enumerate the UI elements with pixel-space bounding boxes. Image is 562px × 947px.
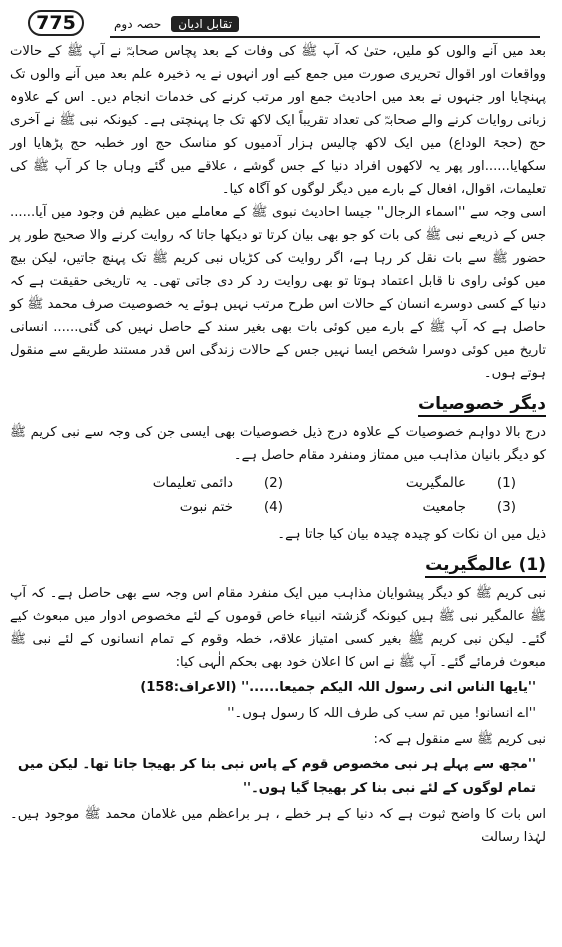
quote-translation: ''اے انسانو! میں تم سب کی طرف اللہ کا رسول ہوں۔'': [227, 706, 536, 721]
list-item: (2) دائمی تعلیمات: [152, 475, 283, 491]
section-heading-other-features: دیگر خصوصیات: [10, 391, 546, 417]
quran-quote: ''یایھا الناس انی رسول اللہ الیکم جمیعا......'' (الاعراف:158): [140, 680, 536, 695]
part-label: حصہ دوم: [114, 17, 162, 31]
section1-outro: ذیل میں ان نکات کو چیدہ چیدہ بیان کیا جاتا ہے۔: [277, 527, 546, 542]
list-item: (4) ختم نبوت: [179, 499, 283, 515]
section-heading-universality: (1) عالمگیریت: [10, 552, 546, 578]
hadith-quote: ''مجھ سے پہلے ہر نبی مخصوص قوم کے پاس نبی بنا کر بھیجا جاتا تھا۔ لیکن میں تمام لوگوں کے لئے نبی بنا کر بھیجا گیا ہوں۔'': [18, 757, 536, 796]
paragraph-1: بعد میں آنے والوں کو ملیں، حتیٰ کہ آپ ﷺ کی وفات کے بعد پچاس صحابہؓ نے آپ ﷺ کے حالات وواقعات اور اقوال تحریری صورت میں جمع کیے اور انہوں نے یہ ذخیرہ علم بعد میں آنے والوں تک پہنچایا اور جنہوں نے بعد میں احادیث جمع اور مرتب کرنے کی خدمات انجام دیں۔ اس کے علاوہ زبانی روایات کرنے والے صحابہؓ کی تعداد تقریباً ایک لاکھ تک جا پہنچتی ہے۔ کیونکہ نبی ﷺ نے آخری حج (حجۃ الوداع) میں ایک لاکھ چالیس ہزار آدمیوں کو مناسک حج اور خطبہ حج پڑھایا اور سکھایا......اور پھر یہ لاکھوں افراد دنیا کے جس گوشے ، علاقے میں گئے وہاں جا کر آپ ﷺ کی تعلیمات، اقوال، افعال کے بارے میں دیگر لوگوں کو آگاہ کیا۔: [10, 44, 546, 197]
main-text: [10, 40, 546, 385]
paragraph-2: اسی وجہ سے ''اسماء الرجال'' جیسا احادیث نبوی ﷺ کے معاملے میں عظیم فن وجود میں آیا...... جس کے ذریعے نبی ﷺ کی بات کو جو بھی بیان کرتا تو دیکھا جاتا کہ روایت کرنے والا صحیح طور پر حضور ﷺ سے بات نقل کر رہا ہے، اگر روایت کی کڑیاں نبی کریم ﷺ تک پہنچ جاتیں، لیکن بیچ میں کوئی راوی نا قابل اعتماد ہوتا تو بھی روایت رد کر دی جاتی تھی۔ یہ تاریخی حقیقت ہے کہ دنیا کے کسی دوسرے انسان کے حالات اس طرح مرتب نہیں ہوئے یہ خصوصیت صرف محمد ﷺ کو حاصل ہے کہ آپ ﷺ کے بارے میں کوئی بات بھی بغیر سند کے حاصل نہیں کی گئی...... انسانی تاریخ میں کوئی دوسرا شخص ایسا نہیں جس کے حالات زندگی اس قدر مستند طریقے سے منقول ہوتے ہوں۔: [10, 205, 546, 381]
section1-intro: درج بالا دواہم خصوصیات کے علاوہ درج ذیل خصوصیات بھی ایسی جن کی وجہ سے نبی کریم ﷺ کو دیگر بانیان مذاہب میں ممتاز ومنفرد مقام حاصل ہے۔: [10, 425, 546, 463]
list-item: (3) جامعیت: [422, 499, 516, 515]
page-header: [10, 6, 546, 40]
features-list: [50, 471, 516, 519]
closing-text: اس بات کا واضح ثبوت ہے کہ دنیا کے ہر خطے ، ہر براعظم میں غلامان محمد ﷺ موجود ہیں۔ لہٰذا رسالت: [10, 807, 546, 845]
book-title: تقابل ادیان: [171, 16, 239, 32]
page-number: 775: [28, 10, 84, 36]
running-head: [110, 14, 239, 34]
header-rule: [110, 36, 540, 38]
hadith-intro: نبی کریم ﷺ سے منقول ہے کہ:: [373, 732, 546, 747]
list-item: (1) عالمگیریت: [405, 475, 516, 491]
section2-paragraph: نبی کریم ﷺ کو دیگر پیشوایان مذاہب میں ایک منفرد مقام اس وجہ سے بھی حاصل ہے۔ کہ آپ ﷺ عالمگیر نبی ﷺ ہیں کیونکہ گزشتہ انبیاء خاص قوموں کے لئے مخصوص ادوار میں مبعوث کیے گئے۔ لیکن نبی کریم ﷺ بغیر کسی امتیاز علاقہ، خطہ وقوم کے تمام انسانوں کے لئے نبی ﷺ مبعوث فرمائے گئے۔ آپ ﷺ نے اس کا اعلان خود بھی بحکم الٰہی کیا:: [10, 586, 546, 670]
